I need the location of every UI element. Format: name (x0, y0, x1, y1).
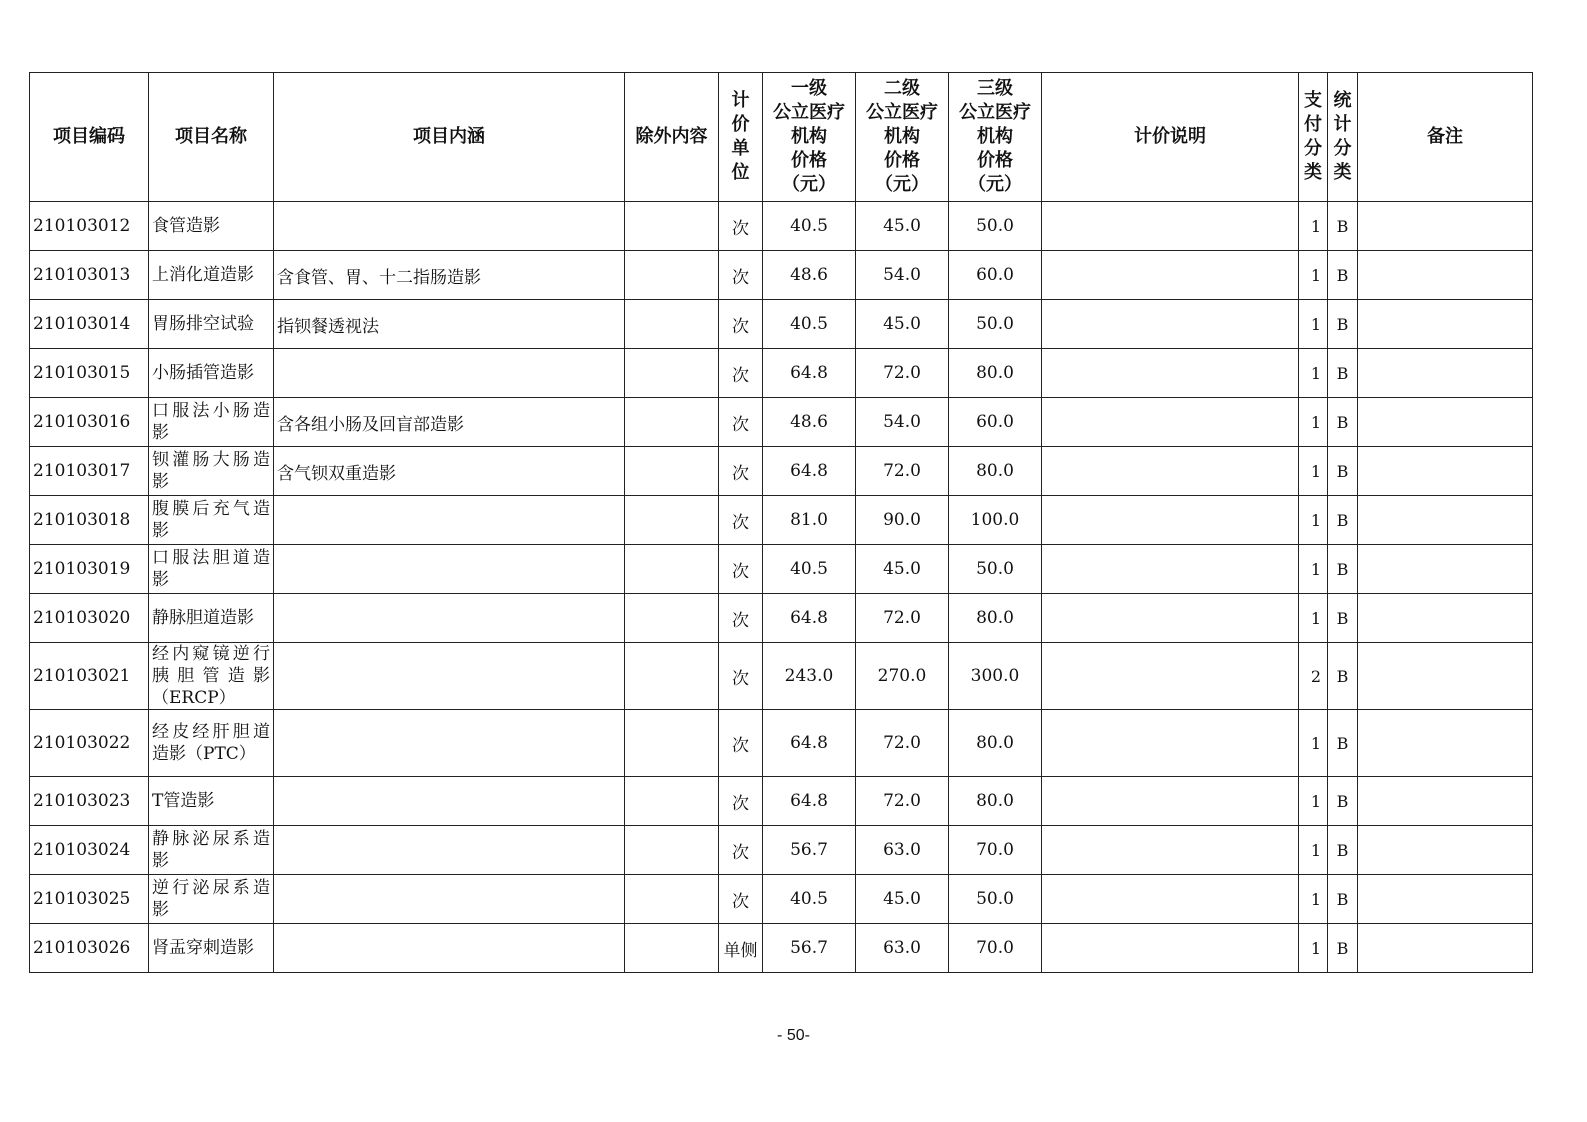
cell-content (274, 496, 625, 545)
cell-content (274, 643, 625, 710)
cell-remark (1358, 496, 1533, 545)
cell-price-level1: 64.8 (763, 447, 856, 496)
price-table (29, 72, 1533, 973)
cell-exclude (625, 398, 719, 447)
header-exclude: 除外内容 (625, 73, 719, 202)
cell-content: 含气钡双重造影 (274, 447, 625, 496)
header-name: 项目名称 (149, 73, 274, 202)
cell-price-level2: 54.0 (856, 251, 949, 300)
cell-exclude (625, 202, 719, 251)
table-row (30, 398, 1533, 447)
cell-pay-class: 1 (1299, 349, 1328, 398)
cell-price-level3: 70.0 (949, 924, 1042, 973)
cell-remark (1358, 875, 1533, 924)
cell-remark (1358, 710, 1533, 777)
cell-price-level2: 54.0 (856, 398, 949, 447)
cell-exclude (625, 545, 719, 594)
cell-price-level3: 80.0 (949, 777, 1042, 826)
cell-exclude (625, 777, 719, 826)
cell-pricing-note (1042, 710, 1299, 777)
cell-content (274, 710, 625, 777)
cell-stat-class: B (1328, 202, 1358, 251)
cell-unit: 次 (719, 826, 763, 875)
cell-pricing-note (1042, 643, 1299, 710)
cell-price-level3: 80.0 (949, 710, 1042, 777)
cell-stat-class: B (1328, 594, 1358, 643)
table-row (30, 875, 1533, 924)
cell-code: 210103014 (30, 300, 149, 349)
page-number: - 50- (777, 1027, 810, 1044)
cell-unit: 次 (719, 202, 763, 251)
cell-pay-class: 1 (1299, 202, 1328, 251)
cell-price-level1: 40.5 (763, 875, 856, 924)
cell-price-level1: 64.8 (763, 594, 856, 643)
cell-price-level3: 50.0 (949, 202, 1042, 251)
cell-pay-class: 1 (1299, 251, 1328, 300)
cell-price-level1: 64.8 (763, 349, 856, 398)
cell-price-level1: 243.0 (763, 643, 856, 710)
table-row (30, 300, 1533, 349)
cell-price-level3: 60.0 (949, 398, 1042, 447)
cell-pricing-note (1042, 447, 1299, 496)
cell-code: 210103023 (30, 777, 149, 826)
table-row (30, 447, 1533, 496)
table-row (30, 777, 1533, 826)
header-stat-class (1328, 73, 1358, 202)
cell-unit: 次 (719, 710, 763, 777)
cell-content (274, 826, 625, 875)
cell-price-level3: 50.0 (949, 545, 1042, 594)
cell-stat-class: B (1328, 251, 1358, 300)
cell-unit: 单侧 (719, 924, 763, 973)
table-row (30, 924, 1533, 973)
cell-pricing-note (1042, 826, 1299, 875)
cell-exclude (625, 447, 719, 496)
cell-code: 210103024 (30, 826, 149, 875)
cell-exclude (625, 496, 719, 545)
cell-price-level2: 72.0 (856, 447, 949, 496)
cell-stat-class: B (1328, 777, 1358, 826)
cell-content (274, 349, 625, 398)
cell-remark (1358, 447, 1533, 496)
cell-price-level2: 72.0 (856, 777, 949, 826)
cell-code: 210103017 (30, 447, 149, 496)
cell-content (274, 777, 625, 826)
cell-remark (1358, 643, 1533, 710)
cell-price-level1: 64.8 (763, 710, 856, 777)
cell-name: 口服法小肠造影 (149, 398, 274, 447)
header-price-level2: 二级 公立医疗 机构 价格 （元） (856, 73, 949, 202)
cell-name: 上消化道造影 (149, 251, 274, 300)
cell-stat-class: B (1328, 875, 1358, 924)
cell-content (274, 875, 625, 924)
cell-remark (1358, 202, 1533, 251)
header-price-level1: 一级 公立医疗 机构 价格 （元） (763, 73, 856, 202)
cell-name: 钡灌肠大肠造影 (149, 447, 274, 496)
cell-price-level3: 70.0 (949, 826, 1042, 875)
cell-pay-class: 1 (1299, 545, 1328, 594)
cell-pricing-note (1042, 349, 1299, 398)
cell-code: 210103026 (30, 924, 149, 973)
cell-content (274, 924, 625, 973)
cell-unit: 次 (719, 545, 763, 594)
cell-name: 肾盂穿刺造影 (149, 924, 274, 973)
cell-unit: 次 (719, 349, 763, 398)
cell-name: 经皮经肝胆道造影（PTC） (149, 710, 274, 777)
cell-exclude (625, 251, 719, 300)
cell-pay-class: 1 (1299, 875, 1328, 924)
cell-pay-class: 1 (1299, 777, 1328, 826)
cell-price-level3: 80.0 (949, 447, 1042, 496)
cell-name: 腹膜后充气造影 (149, 496, 274, 545)
cell-name: 小肠插管造影 (149, 349, 274, 398)
cell-price-level3: 80.0 (949, 594, 1042, 643)
cell-price-level2: 45.0 (856, 875, 949, 924)
cell-name: 胃肠排空试验 (149, 300, 274, 349)
cell-pricing-note (1042, 496, 1299, 545)
cell-price-level2: 72.0 (856, 349, 949, 398)
cell-code: 210103020 (30, 594, 149, 643)
cell-code: 210103021 (30, 643, 149, 710)
table-row (30, 202, 1533, 251)
cell-exclude (625, 710, 719, 777)
cell-price-level2: 90.0 (856, 496, 949, 545)
cell-pricing-note (1042, 202, 1299, 251)
cell-code: 210103015 (30, 349, 149, 398)
cell-pay-class: 1 (1299, 300, 1328, 349)
cell-unit: 次 (719, 777, 763, 826)
cell-pay-class: 1 (1299, 398, 1328, 447)
cell-code: 210103012 (30, 202, 149, 251)
cell-pricing-note (1042, 300, 1299, 349)
cell-code: 210103019 (30, 545, 149, 594)
cell-stat-class: B (1328, 496, 1358, 545)
cell-remark (1358, 826, 1533, 875)
cell-pay-class: 1 (1299, 826, 1328, 875)
cell-code: 210103022 (30, 710, 149, 777)
cell-price-level2: 63.0 (856, 924, 949, 973)
cell-exclude (625, 643, 719, 710)
cell-price-level2: 45.0 (856, 545, 949, 594)
cell-pricing-note (1042, 777, 1299, 826)
cell-stat-class: B (1328, 643, 1358, 710)
cell-code: 210103013 (30, 251, 149, 300)
cell-stat-class: B (1328, 924, 1358, 973)
cell-pricing-note (1042, 924, 1299, 973)
cell-unit: 次 (719, 496, 763, 545)
cell-exclude (625, 826, 719, 875)
cell-remark (1358, 594, 1533, 643)
header-row (30, 73, 1533, 202)
cell-price-level1: 48.6 (763, 398, 856, 447)
cell-pay-class: 2 (1299, 643, 1328, 710)
cell-code: 210103018 (30, 496, 149, 545)
cell-price-level1: 40.5 (763, 300, 856, 349)
cell-price-level3: 60.0 (949, 251, 1042, 300)
cell-remark (1358, 349, 1533, 398)
table-row (30, 710, 1533, 777)
table-row (30, 545, 1533, 594)
cell-content (274, 594, 625, 643)
cell-price-level3: 80.0 (949, 349, 1042, 398)
table-row (30, 594, 1533, 643)
cell-remark (1358, 777, 1533, 826)
cell-unit: 次 (719, 594, 763, 643)
cell-exclude (625, 300, 719, 349)
cell-stat-class: B (1328, 349, 1358, 398)
cell-name: 食管造影 (149, 202, 274, 251)
cell-remark (1358, 251, 1533, 300)
header-remark: 备注 (1358, 73, 1533, 202)
cell-stat-class: B (1328, 398, 1358, 447)
cell-name: 经内窥镜逆行胰胆管造影（ERCP） (149, 643, 274, 710)
cell-unit: 次 (719, 875, 763, 924)
cell-pricing-note (1042, 875, 1299, 924)
cell-content: 含食管、胃、十二指肠造影 (274, 251, 625, 300)
cell-price-level1: 40.5 (763, 545, 856, 594)
cell-name: 口服法胆道造影 (149, 545, 274, 594)
cell-pay-class: 1 (1299, 710, 1328, 777)
cell-price-level1: 64.8 (763, 777, 856, 826)
header-code: 项目编码 (30, 73, 149, 202)
header-pay-class-text: 支付分类 (1304, 90, 1322, 183)
cell-pay-class: 1 (1299, 924, 1328, 973)
cell-price-level3: 300.0 (949, 643, 1042, 710)
cell-price-level2: 270.0 (856, 643, 949, 710)
cell-stat-class: B (1328, 826, 1358, 875)
cell-name: 静脉泌尿系造影 (149, 826, 274, 875)
cell-pricing-note (1042, 594, 1299, 643)
header-unit-text: 计价单位 (731, 90, 750, 183)
cell-pay-class: 1 (1299, 447, 1328, 496)
cell-pay-class: 1 (1299, 496, 1328, 545)
cell-price-level2: 45.0 (856, 202, 949, 251)
cell-pricing-note (1042, 545, 1299, 594)
cell-content: 指钡餐透视法 (274, 300, 625, 349)
cell-exclude (625, 594, 719, 643)
table-row (30, 826, 1533, 875)
table-row (30, 643, 1533, 710)
cell-stat-class: B (1328, 710, 1358, 777)
cell-pricing-note (1042, 251, 1299, 300)
header-content: 项目内涵 (274, 73, 625, 202)
cell-name: 逆行泌尿系造影 (149, 875, 274, 924)
cell-unit: 次 (719, 251, 763, 300)
cell-unit: 次 (719, 643, 763, 710)
header-stat-class-text: 统计分类 (1333, 90, 1352, 183)
cell-exclude (625, 349, 719, 398)
cell-stat-class: B (1328, 447, 1358, 496)
cell-remark (1358, 398, 1533, 447)
cell-stat-class: B (1328, 300, 1358, 349)
cell-price-level1: 56.7 (763, 826, 856, 875)
cell-unit: 次 (719, 398, 763, 447)
cell-name: 静脉胆道造影 (149, 594, 274, 643)
cell-price-level1: 40.5 (763, 202, 856, 251)
table-row (30, 349, 1533, 398)
cell-pricing-note (1042, 398, 1299, 447)
cell-content (274, 545, 625, 594)
cell-price-level3: 50.0 (949, 875, 1042, 924)
cell-price-level2: 72.0 (856, 710, 949, 777)
cell-stat-class: B (1328, 545, 1358, 594)
cell-unit: 次 (719, 447, 763, 496)
header-pay-class (1299, 73, 1328, 202)
table-row (30, 496, 1533, 545)
cell-price-level1: 56.7 (763, 924, 856, 973)
table-row (30, 251, 1533, 300)
cell-pay-class: 1 (1299, 594, 1328, 643)
cell-exclude (625, 924, 719, 973)
cell-remark (1358, 545, 1533, 594)
cell-code: 210103016 (30, 398, 149, 447)
cell-content: 含各组小肠及回盲部造影 (274, 398, 625, 447)
cell-price-level2: 63.0 (856, 826, 949, 875)
cell-exclude (625, 875, 719, 924)
cell-name: T管造影 (149, 777, 274, 826)
cell-remark (1358, 300, 1533, 349)
cell-unit: 次 (719, 300, 763, 349)
cell-price-level2: 45.0 (856, 300, 949, 349)
cell-price-level1: 48.6 (763, 251, 856, 300)
cell-price-level2: 72.0 (856, 594, 949, 643)
cell-content (274, 202, 625, 251)
header-price-level3: 三级 公立医疗 机构 价格 （元） (949, 73, 1042, 202)
header-pricing-note: 计价说明 (1042, 73, 1299, 202)
cell-remark (1358, 924, 1533, 973)
cell-price-level3: 50.0 (949, 300, 1042, 349)
cell-code: 210103025 (30, 875, 149, 924)
cell-price-level3: 100.0 (949, 496, 1042, 545)
cell-price-level1: 81.0 (763, 496, 856, 545)
header-unit (719, 73, 763, 202)
table-body (30, 202, 1533, 973)
